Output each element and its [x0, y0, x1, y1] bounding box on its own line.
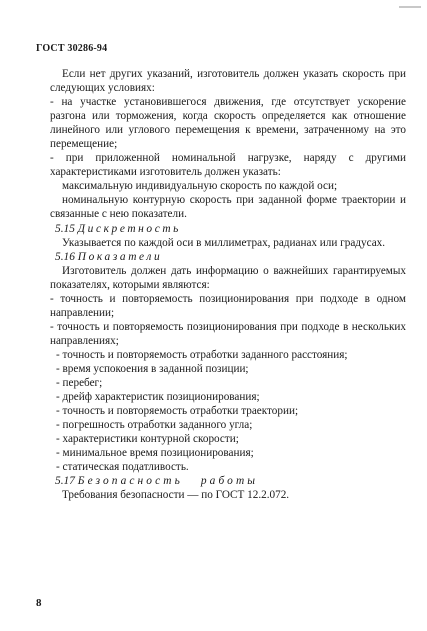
section-number: 5.17	[55, 475, 75, 488]
list-item: - дрейф характеристик позиционирования;	[56, 391, 260, 404]
section-number: 5.16	[55, 250, 75, 263]
intro-condition-steady-motion: - на участке установившегося движения, где отсутствует ускорение разгона или торможения, когда скорость определяется как отношение линейного или углового перемещения к времени, затраченному на это перемещение;	[50, 96, 406, 151]
list-item: - точность и повторяемость отработки заданного расстояния;	[56, 348, 348, 361]
intro-max-speed: максимальную индивидуальную скорость по каждой оси;	[62, 180, 338, 193]
list-item: - характеристики контурной скорости;	[56, 433, 239, 446]
section-5-15-text: Указывается по каждой оси в миллиметрах, радианах или градусах.	[62, 236, 386, 249]
list-item: - минимальное время позиционирования;	[56, 447, 254, 460]
list-item: - перебег;	[56, 377, 103, 390]
section-5-15-heading	[50, 222, 406, 236]
section-title: Показатели	[77, 250, 163, 263]
page-number: 8	[36, 597, 42, 609]
intro-paragraph-speed: Если нет других указаний, изготовитель должен указать скорость при следующих условиях:	[50, 68, 406, 95]
corner-mark	[399, 6, 421, 8]
section-5-17-text: Требования безопасности — по ГОСТ 12.2.072.	[62, 489, 290, 502]
section-title-2: работы	[200, 475, 259, 488]
intro-contour-speed: номинальную контурную скорость при заданной форме траектории и связанные с нею показатели.	[50, 194, 406, 221]
section-title: Безопасность	[77, 475, 183, 488]
page-content	[50, 67, 406, 502]
list-item: - точность и повторяемость позиционирования при подходе в одном направлении;	[50, 292, 406, 319]
section-number: 5.15	[55, 222, 75, 235]
section-5-17-heading	[50, 474, 406, 488]
section-5-16-heading	[50, 250, 406, 264]
list-item: - точность и повторяемость позиционирования при подходе в нескольких направлениях;	[50, 320, 406, 347]
list-item: - точность и повторяемость отработки траектории;	[56, 405, 299, 418]
list-item: - погрешность отработки заданного угла;	[56, 419, 253, 432]
page-header: ГОСТ 30286-94	[36, 43, 108, 54]
intro-condition-nominal-load: - при приложенной номинальной нагрузке, наряду с другими характеристиками изготовитель должен указать:	[50, 152, 406, 179]
section-title: Дискретность	[77, 222, 181, 235]
list-item: - статическая податливость.	[56, 461, 189, 474]
section-5-16-text: Изготовитель должен дать информацию о важнейших гарантируемых показателях, которыми являются:	[50, 264, 406, 291]
list-item: - время успокоения в заданной позиции;	[56, 362, 249, 375]
